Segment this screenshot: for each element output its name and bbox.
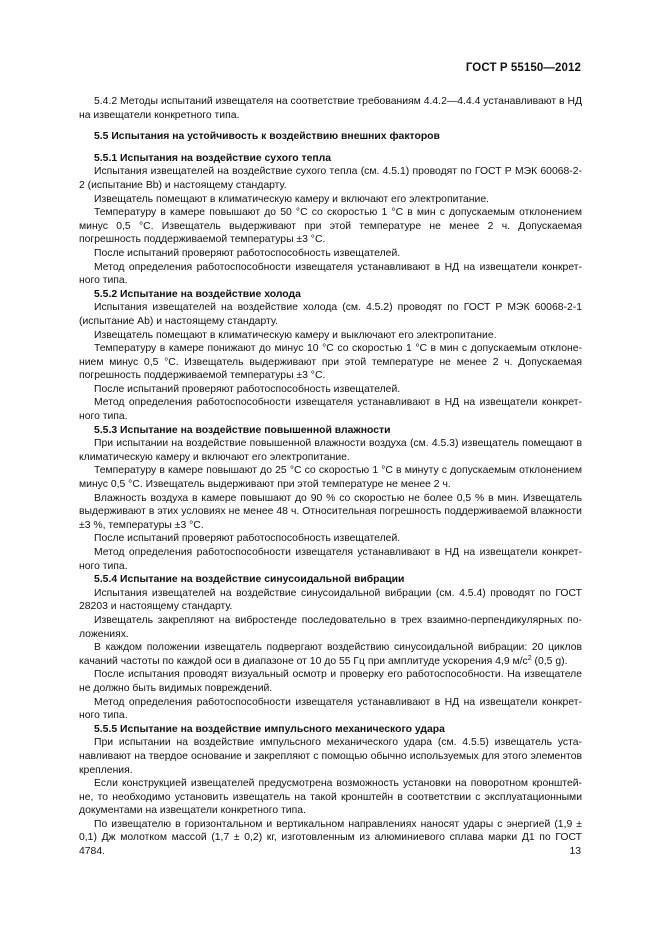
paragraph: При испытании на воздействие повышенной влажности воздуха (см. 4.5.3) извещатель помещают в климатическую камеру и включают его электропитание. [79, 438, 582, 463]
paragraph-5-4-2: 5.4.2 Методы испытаний извещателя на соответствие требованиям 4.4.2—4.4.4 устанавливают в НД на извещатели конкретного типа. [79, 96, 582, 121]
superscript: 2 [527, 654, 532, 662]
paragraph: Испытания извещателей на воздействие синусоидальной вибрации (см. 4.5.4) проводят по ГОСТ 28203 и настоящему стандарту. [79, 587, 582, 613]
paragraph: После испытаний проверяют работоспособность извещателей. [94, 247, 401, 259]
standard-header: ГОСТ Р 55150—2012 [465, 62, 581, 74]
paragraph: По извещателю в горизонтальном и вертикальном направлениях наносят удары с энергией (1,9 ± 0,1) Дж молотком массой (1,7 ± 0,2) кг, изготовленным из алюминиевого сплава марки Д1 по ГОСТ 4784. [79, 818, 582, 858]
paragraph: Метод определения работоспособности извещателя устанавливают в НД на извещатели конкретного типа. [79, 261, 582, 287]
paragraph: После испытаний проверяют работоспособность извещателей. [94, 533, 401, 545]
section-heading-5-5: 5.5 Испытания на устойчивость к воздействию внешних факторов [94, 131, 440, 143]
paragraph: Температуру в камере повышают до 50 °С со скоростью 1 °С в мин с допускаемым отклонением минус 0,5 °С. Извещатель выдерживают при этой температуре не менее 2 ч. Допускаемая погрешность поддерживаемой температуры ±3 °С. [79, 207, 582, 246]
paragraph: Влажность воздуха в камере повышают до 90 % со скоростью не более 0,5 % в мин. Извещатель выдерживают в этих условиях не менее 48 ч. Относительная погрешность поддерживаемой влажности ±3 %, температуры ±3 °С. [79, 492, 582, 531]
paragraph: Метод определения работоспособности извещателя устанавливают в НД на извещатели конкретного типа. [79, 547, 582, 572]
paragraph: Метод определения работоспособности извещателя устанавливают в НД на извещатели конкретного типа. [79, 397, 582, 423]
subsection-heading-5-5-2: 5.5.2 Испытание на воздействие холода [94, 288, 301, 300]
paragraph: Извещатель закрепляют на вибростенде последовательно в трех взаимно-перпендикулярных положениях. [79, 614, 582, 640]
paragraph: Температуру в камере повышают до 25 °С со скоростью 1 °С в минуту с допускаемым отклонением минус 0,5 °С. Извещатель выдерживают при этой температуре не менее 2 ч. [79, 465, 582, 491]
text-run: В каждом положении извещатель подвергают воздействию синусоидальной вибрации: 20 циклов качаний частоты по каждой оси в диапазоне от 10 до 55 Гц при амплитуде ускорения 4,9 м/с [79, 642, 582, 667]
paragraph: При испытании на воздействие импульсного механического удара (см. 4.5.5) извещатель устанавливают на твердое основание и закрепляют с помощью обычно используемых для этого элементов крепления. [79, 737, 582, 776]
paragraph: Извещатель помещают в климатическую камеру и выключают его электропитание. [94, 329, 497, 341]
paragraph: После испытания проводят визуальный осмотр и проверку его работоспособности. На извещателе не должно быть видимых повреждений. [79, 669, 582, 694]
page-number: 13 [569, 846, 581, 857]
paragraph: Испытания извещателей на воздействие сухого тепла (см. 4.5.1) проводят по ГОСТ Р МЭК 60068-2-2 (испытание Bb) и настоящему стандарту. [79, 166, 582, 191]
paragraph: Если конструкцией извещателей предусмотрена возможность установки на поворотном кронштейне, то необходимо установить извещатель на такой кронштейн в соответствии с эксплуатационными документами на извещатели конкретного типа. [79, 778, 582, 817]
text-run: (0,5 g). [531, 655, 568, 667]
paragraph: Испытания извещателей на воздействие холода (см. 4.5.2) проводят по ГОСТ Р МЭК 60068-2-1 (испытание Ab) и настоящему стандарту. [79, 302, 582, 327]
paragraph: Температуру в камере понижают до минус 10 °С со скоростью 1 °С в мин с допускаемым отклонением минус 0,5 °С. Извещатель выдерживают при этой температуре не менее 2 ч. Допускаемая погрешность поддерживаемой температуры ±3 °С. [79, 343, 582, 382]
subsection-heading-5-5-3: 5.5.3 Испытание на воздействие повышенной влажности [94, 424, 391, 436]
subsection-heading-5-5-1: 5.5.1 Испытания на воздействие сухого тепла [94, 152, 332, 164]
paragraph-with-superscript [79, 641, 582, 668]
paragraph: Метод определения работоспособности извещателя устанавливают в НД на извещатели конкретного типа. [79, 696, 582, 722]
subsection-heading-5-5-5: 5.5.5 Испытание на воздействие импульсного механического удара [94, 723, 445, 735]
subsection-heading-5-5-4: 5.5.4 Испытание на воздействие синусоидальной вибрации [94, 574, 405, 586]
document-body [79, 95, 582, 859]
paragraph: После испытаний проверяют работоспособность извещателей. [94, 383, 401, 395]
paragraph: Извещатель помещают в климатическую камеру и включают его электропитание. [94, 193, 490, 205]
